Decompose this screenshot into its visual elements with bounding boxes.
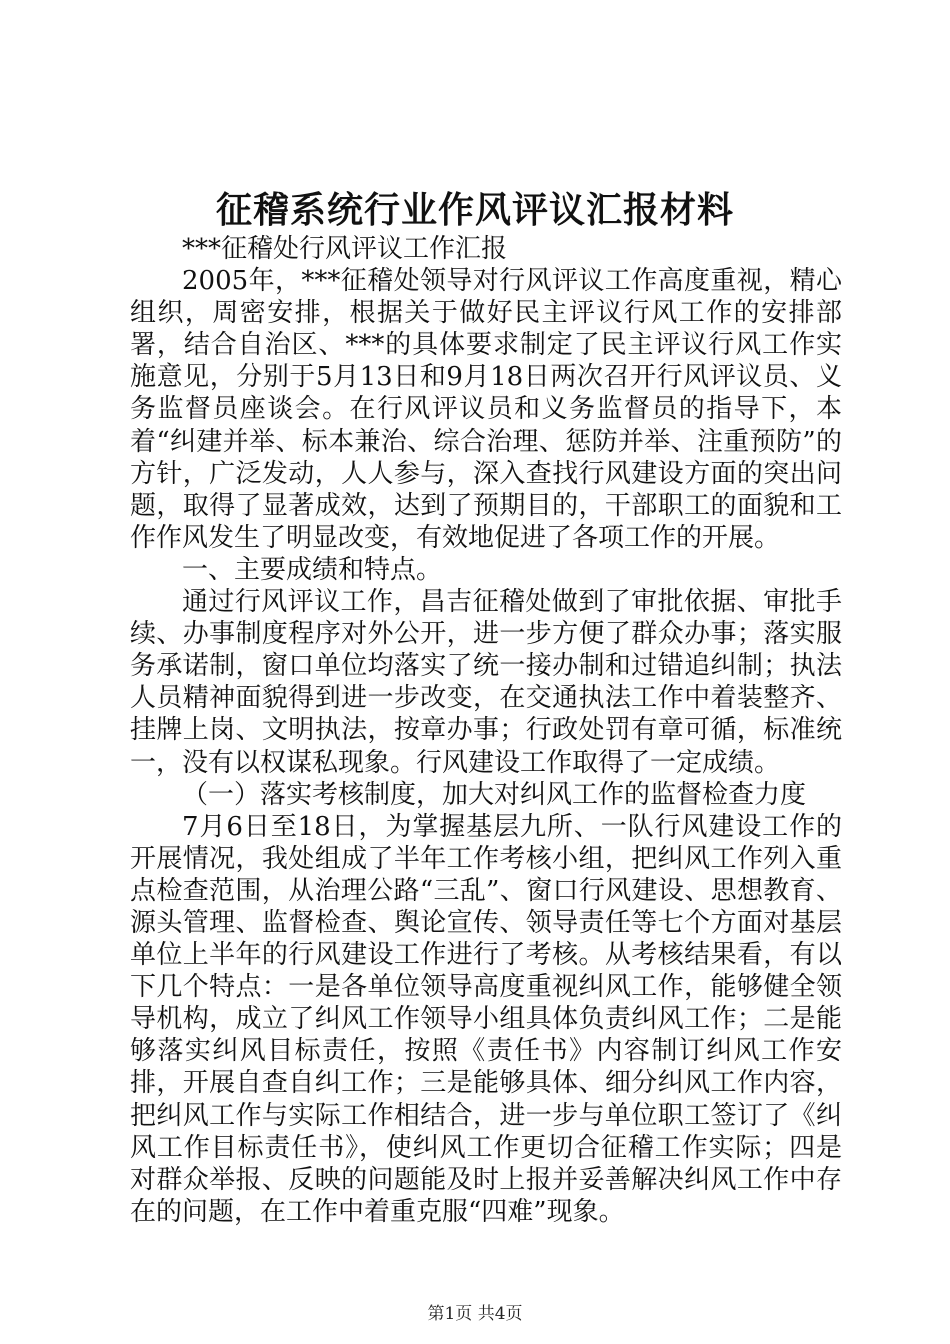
paragraph-assessment: 7月6日至18日，为掌握基层九所、一队行风建设工作的开展情况，我处组成了半年工作考核小组，把纠风工作列入重点检查范围，从治理公路“三乱”、窗口行风建设、思想教育、源头管理、监督检查、舆论宣传、领导责任等七个方面对基层单位上半年的行风建设工作进行了考核。从考核结果看，有以下几个特点：一是各单位领导高度重视纠风工作，能够健全领导机构，成立了纠风工作领导小组具体负责纠风工作；二是能够落实纠风目标责任，按照《责任书》内容制订纠风工作安排，开展自查自纠工作；三是能够具体、细分纠风工作内容，把纠风工作与实际工作相结合，进一步与单位职工签订了《纠风工作目标责任书》，使纠风工作更切合征稽工作实际；四是对群众举报、反映的问题能及时上报并妥善解决纠风工作中存在的问题，在工作中着重克服“四难”现象。 bbox=[130, 811, 842, 1227]
paragraph-achievements: 通过行风评议工作，昌吉征稽处做到了审批依据、审批手续、办事制度程序对外公开，进一步方便了群众办事；落实服务承诺制，窗口单位均落实了统一接办制和过错追纠制；执法人员精神面貌得到进一步改变，在交通执法工作中着装整齐、挂牌上岗、文明执法，按章办事；行政处罚有章可循，标准统一，没有以权谋私现象。行风建设工作取得了一定成绩。 bbox=[130, 587, 842, 778]
page-total: 共4页 bbox=[477, 1304, 523, 1324]
paragraph-subtitle: ***征稽处行风评议工作汇报 bbox=[182, 234, 508, 264]
paragraph-intro: 2005年，***征稽处领导对行风评议工作高度重视，精心组织，周密安排，根据关于做好民主评议行风工作的安排部署，结合自治区、***的具体要求制定了民主评议行风工作实施意见，分别于5月13日和9月18日两次召开行风评议员、义务监督员座谈会。在行风评议员和义务监督员的指导下，本着“纠建并举、标本兼治、综合治理、惩防并举、注重预防”的方针，广泛发动，人人参与，深入查找行风建设方面的突出问题，取得了显著成效，达到了预期目的，干部职工的面貌和工作作风发生了明显改变，有效地促进了各项工作的开展。 bbox=[130, 266, 842, 553]
subsection-heading: （一）落实考核制度，加大对纠风工作的监督检查力度 bbox=[182, 779, 807, 810]
section-heading: 一、主要成绩和特点。 bbox=[182, 554, 443, 585]
document-body bbox=[130, 233, 842, 1228]
page-number: 第1页 bbox=[427, 1304, 473, 1324]
page-footer bbox=[0, 1302, 950, 1326]
document-title: 征稽系统行业作风评议汇报材料 bbox=[215, 189, 734, 231]
